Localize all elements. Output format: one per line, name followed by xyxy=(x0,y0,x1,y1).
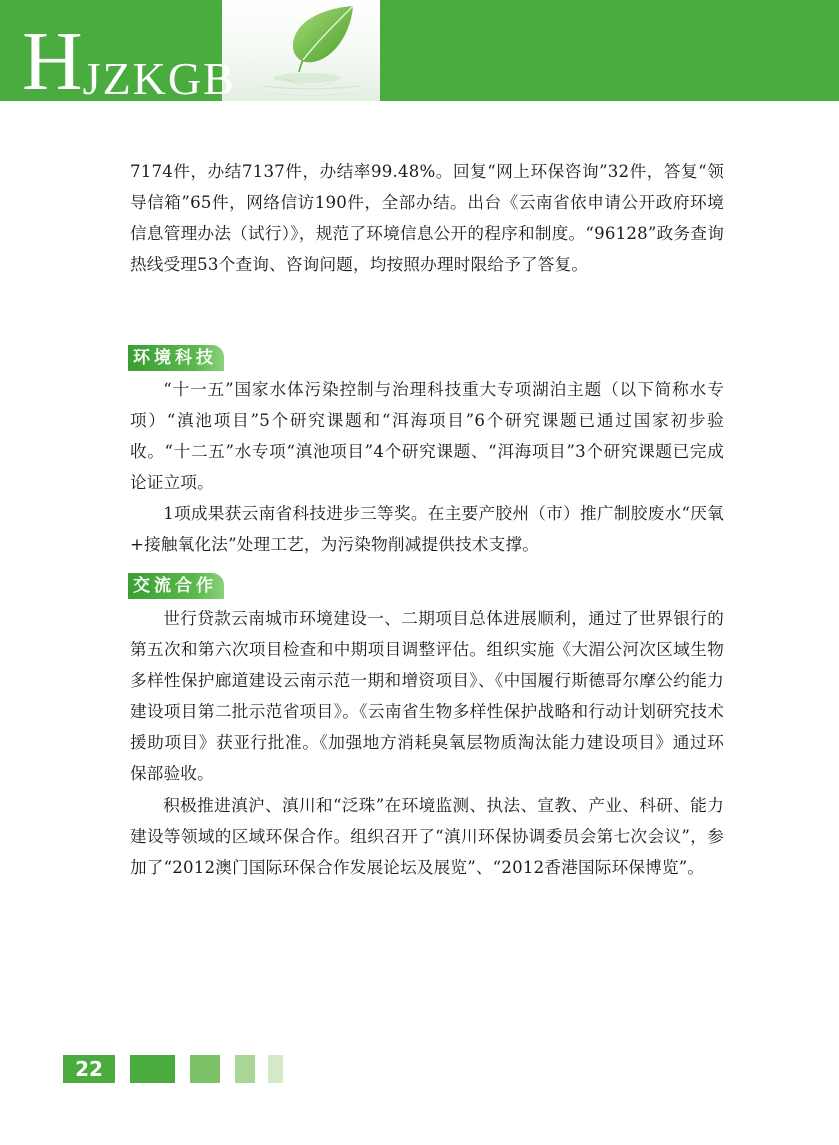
leaf-icon xyxy=(255,2,365,100)
cooperation-paragraph-2: 积极推进滇沪、滇川和“泛珠”在环境监测、执法、宣教、产业、科研、能力建设等领域的区域环保合作。组织召开了“滇川环保协调委员会第七次会议”，参加了“2012澳门国际环保合作发展论坛及展览”、“2012香港国际环保博览”。 xyxy=(130,796,724,877)
science-paragraph-1: “十一五”国家水体污染控制与治理科技重大专项湖泊主题（以下简称水专项）“滇池项目”5个研究课题和“洱海项目”6个研究课题已通过国家初步验收。“十二五”水专项“滇池项目”4个研究课题、“洱海项目”3个研究课题已完成论证立项。 xyxy=(130,380,724,492)
header-band-right xyxy=(380,0,839,101)
science-paragraph-2: 1项成果获云南省科技进步三等奖。在主要产胶州（市）推广制胶废水“厌氧+接触氧化法”处理工艺，为污染物削减提供技术支撑。 xyxy=(130,504,724,554)
journal-logo xyxy=(22,15,236,108)
section-heading-label: 环境科技 xyxy=(133,348,217,368)
section-heading-cooperation xyxy=(128,573,224,599)
cooperation-paragraph-1: 世行贷款云南城市环境建设一、二期项目总体进展顺利，通过了世界银行的第五次和第六次项目检查和中期项目调整评估。组织实施《大湄公河次区域生物多样性保护廊道建设云南示范一期和增资项目》、《中国履行斯德哥尔摩公约能力建设项目第二批示范省项目》。《云南省生物多样性保护战略和行动计划研究技术援助项目》获亚行批准。《加强地方消耗臭氧层物质淘汰能力建设项目》通过环保部验收。 xyxy=(130,609,724,783)
logo-rest: JZKGB xyxy=(82,53,236,104)
intro-paragraph: 7174件，办结7137件，办结率99.48%。回复“网上环保咨询”32件，答复“领导信箱”65件，网络信访190件，全部办结。出台《云南省依申请公开政府环境信息管理办法（试行）》，规范了环境信息公开的程序和制度。“96128”政务查询热线受理53个查询、咨询问题，均按照办理时限给予了答复。 xyxy=(130,162,724,274)
logo-initial: H xyxy=(22,15,83,108)
section-heading-science xyxy=(128,345,224,371)
footer-square-2 xyxy=(190,1055,220,1083)
footer-square-1 xyxy=(130,1055,175,1083)
footer-square-3 xyxy=(235,1055,255,1083)
page-number: 22 xyxy=(63,1055,115,1083)
section-heading-label: 交流合作 xyxy=(133,576,217,596)
footer-square-4 xyxy=(268,1055,283,1083)
